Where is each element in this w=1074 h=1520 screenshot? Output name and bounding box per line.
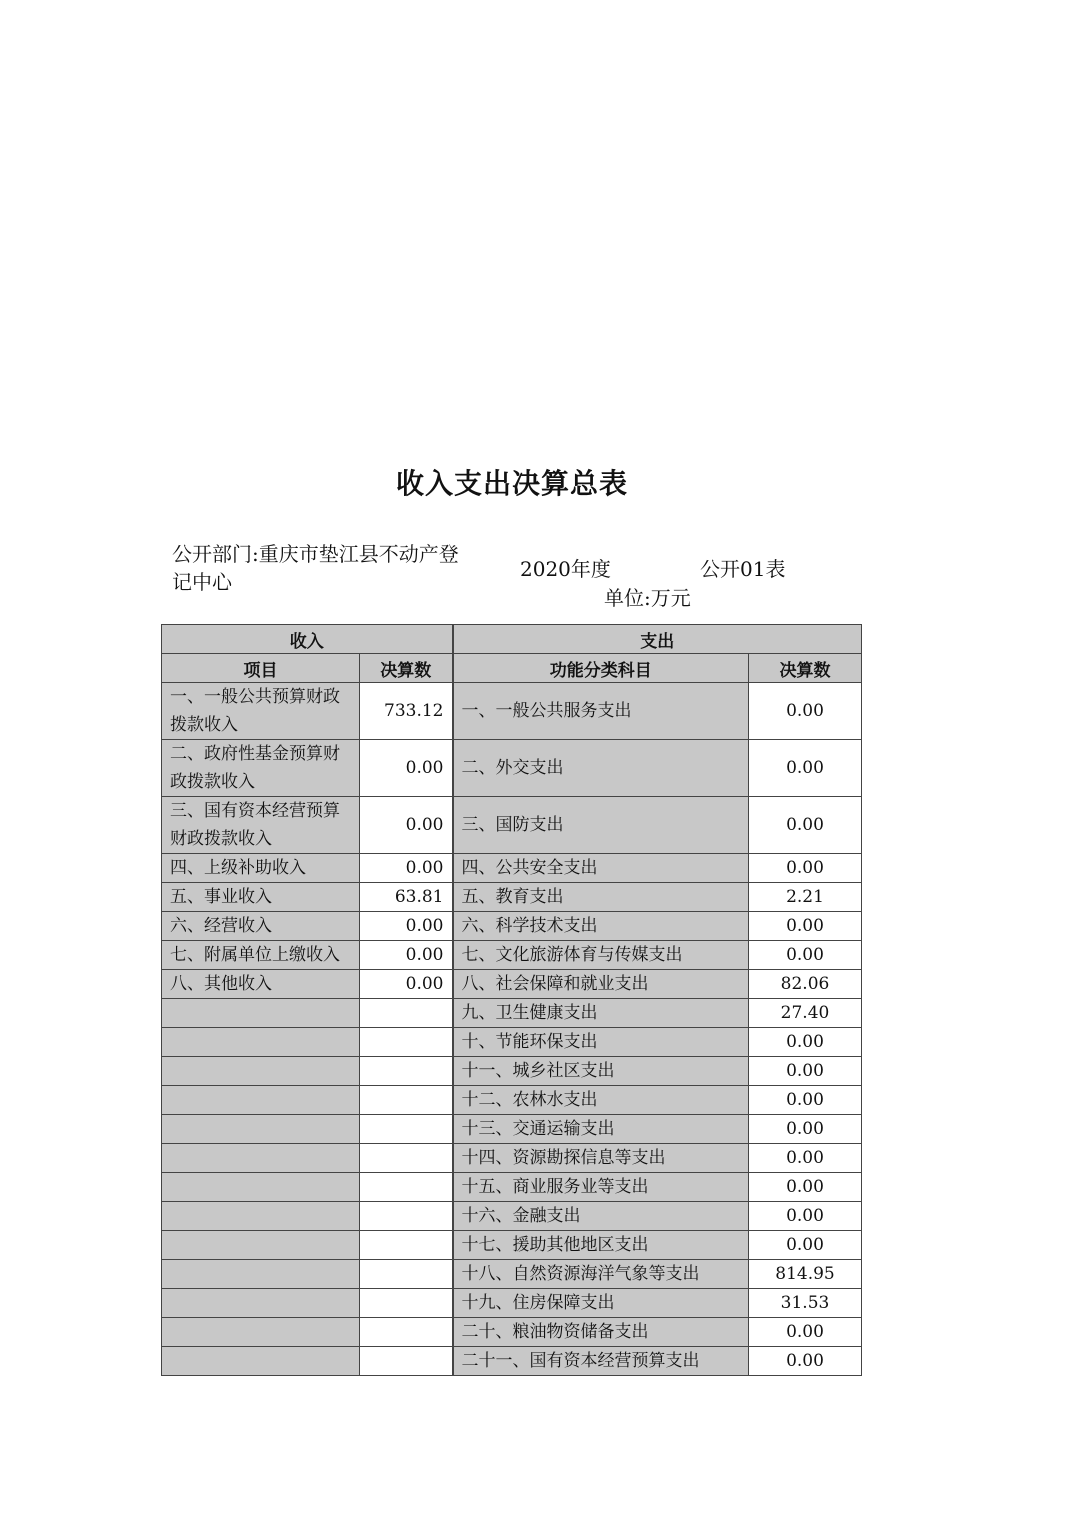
income-item-cell: 二、政府性基金预算财政拨款收入: [162, 740, 360, 797]
expense-value-cell: 2.21: [749, 883, 862, 912]
expense-item-cell: 十四、资源勘探信息等支出: [453, 1144, 749, 1173]
income-item-cell: 五、事业收入: [162, 883, 360, 912]
expense-value-cell: 31.53: [749, 1289, 862, 1318]
income-item-cell: [162, 1347, 360, 1376]
table-row: [162, 1173, 862, 1202]
expense-value-cell: 0.00: [749, 1231, 862, 1260]
page-title: 收入支出决算总表: [395, 467, 628, 500]
expense-value-cell: 0.00: [749, 854, 862, 883]
expense-item-cell: 六、科学技术支出: [453, 912, 749, 941]
income-value-cell: [360, 1115, 453, 1144]
income-item-cell: [162, 1057, 360, 1086]
income-item-cell: 三、国有资本经营预算财政拨款收入: [162, 797, 360, 854]
income-value-cell: [360, 1173, 453, 1202]
income-value-cell: [360, 1289, 453, 1318]
expense-value-cell: 0.00: [749, 1202, 862, 1231]
income-value-cell: 0.00: [360, 912, 453, 941]
income-item-cell: [162, 1173, 360, 1202]
function-category-column-header: 功能分类科目: [453, 654, 749, 683]
expense-value-cell: 814.95: [749, 1260, 862, 1289]
expense-item-cell: 八、社会保障和就业支出: [453, 970, 749, 999]
table-row: [162, 999, 862, 1028]
table-row: [162, 1057, 862, 1086]
expense-item-cell: 四、公共安全支出: [453, 854, 749, 883]
expense-value-cell: 0.00: [749, 683, 862, 740]
expense-item-cell: 一、一般公共服务支出: [453, 683, 749, 740]
income-value-cell: [360, 1144, 453, 1173]
income-item-cell: [162, 1202, 360, 1231]
expense-value-cell: 0.00: [749, 740, 862, 797]
expense-value-cell: 0.00: [749, 941, 862, 970]
income-value-cell: [360, 1202, 453, 1231]
income-header: 收入: [162, 625, 453, 654]
expense-value-cell: 0.00: [749, 1057, 862, 1086]
expense-item-cell: 十六、金融支出: [453, 1202, 749, 1231]
table-column-header-row: [162, 654, 862, 683]
income-item-cell: [162, 1260, 360, 1289]
form-number: 公开01表: [700, 557, 786, 581]
income-value-cell: 0.00: [360, 941, 453, 970]
income-value-cell: 0.00: [360, 970, 453, 999]
table-group-header-row: [162, 625, 862, 654]
expense-amount-column-header: 决算数: [749, 654, 862, 683]
income-item-cell: 一、一般公共预算财政拨款收入: [162, 683, 360, 740]
expense-item-cell: 十七、援助其他地区支出: [453, 1231, 749, 1260]
expense-value-cell: 27.40: [749, 999, 862, 1028]
expense-item-cell: 十三、交通运输支出: [453, 1115, 749, 1144]
table-row: [162, 740, 862, 797]
expense-item-cell: 二、外交支出: [453, 740, 749, 797]
expense-item-cell: 五、教育支出: [453, 883, 749, 912]
fiscal-year: 2020年度: [520, 557, 611, 581]
expense-item-cell: 十二、农林水支出: [453, 1086, 749, 1115]
income-value-cell: [360, 1057, 453, 1086]
expense-value-cell: 0.00: [749, 1347, 862, 1376]
table-row: [162, 1347, 862, 1376]
table-row: [162, 854, 862, 883]
expense-item-cell: 九、卫生健康支出: [453, 999, 749, 1028]
income-value-cell: 0.00: [360, 854, 453, 883]
expense-value-cell: 0.00: [749, 797, 862, 854]
income-item-cell: 六、经营收入: [162, 912, 360, 941]
income-item-cell: [162, 1086, 360, 1115]
expense-value-cell: 0.00: [749, 1173, 862, 1202]
income-value-cell: 733.12: [360, 683, 453, 740]
income-amount-column-header: 决算数: [360, 654, 453, 683]
income-value-cell: [360, 1347, 453, 1376]
income-item-cell: [162, 1115, 360, 1144]
expense-item-cell: 十五、商业服务业等支出: [453, 1173, 749, 1202]
table-row: [162, 1318, 862, 1347]
income-item-cell: [162, 1144, 360, 1173]
table-row: [162, 883, 862, 912]
income-value-cell: [360, 1231, 453, 1260]
income-value-cell: 0.00: [360, 797, 453, 854]
unit-label: 单位:万元: [604, 586, 691, 610]
income-value-cell: 0.00: [360, 740, 453, 797]
income-value-cell: 63.81: [360, 883, 453, 912]
table-row: [162, 1289, 862, 1318]
income-item-cell: [162, 1028, 360, 1057]
income-value-cell: [360, 1028, 453, 1057]
income-value-cell: [360, 999, 453, 1028]
table-row: [162, 1028, 862, 1057]
expense-value-cell: 0.00: [749, 1086, 862, 1115]
table-row: [162, 941, 862, 970]
income-value-cell: [360, 1086, 453, 1115]
expense-value-cell: 0.00: [749, 1028, 862, 1057]
expense-value-cell: 0.00: [749, 1318, 862, 1347]
item-column-header: 项目: [162, 654, 360, 683]
income-item-cell: [162, 1289, 360, 1318]
income-value-cell: [360, 1260, 453, 1289]
table-row: [162, 1086, 862, 1115]
expense-header: 支出: [453, 625, 862, 654]
expense-item-cell: 三、国防支出: [453, 797, 749, 854]
table-row: [162, 970, 862, 999]
income-value-cell: [360, 1318, 453, 1347]
table-row: [162, 1115, 862, 1144]
table-row: [162, 683, 862, 740]
income-item-cell: [162, 1231, 360, 1260]
income-item-cell: 八、其他收入: [162, 970, 360, 999]
table-body: [162, 683, 862, 1376]
expense-item-cell: 二十一、国有资本经营预算支出: [453, 1347, 749, 1376]
expense-item-cell: 二十、粮油物资储备支出: [453, 1318, 749, 1347]
income-item-cell: 四、上级补助收入: [162, 854, 360, 883]
expense-value-cell: 0.00: [749, 1115, 862, 1144]
expense-item-cell: 七、文化旅游体育与传媒支出: [453, 941, 749, 970]
department-label: 公开部门:重庆市垫江县不动产登记中心: [172, 542, 459, 594]
table-row: [162, 1231, 862, 1260]
income-item-cell: [162, 1318, 360, 1347]
income-item-cell: [162, 999, 360, 1028]
expense-value-cell: 82.06: [749, 970, 862, 999]
table-row: [162, 912, 862, 941]
expense-item-cell: 十九、住房保障支出: [453, 1289, 749, 1318]
expense-value-cell: 0.00: [749, 1144, 862, 1173]
table-row: [162, 1202, 862, 1231]
table-row: [162, 797, 862, 854]
table-row: [162, 1260, 862, 1289]
expense-value-cell: 0.00: [749, 912, 862, 941]
income-expense-table: [161, 624, 862, 1376]
expense-item-cell: 十一、城乡社区支出: [453, 1057, 749, 1086]
expense-item-cell: 十、节能环保支出: [453, 1028, 749, 1057]
table-row: [162, 1144, 862, 1173]
expense-item-cell: 十八、自然资源海洋气象等支出: [453, 1260, 749, 1289]
income-item-cell: 七、附属单位上缴收入: [162, 941, 360, 970]
